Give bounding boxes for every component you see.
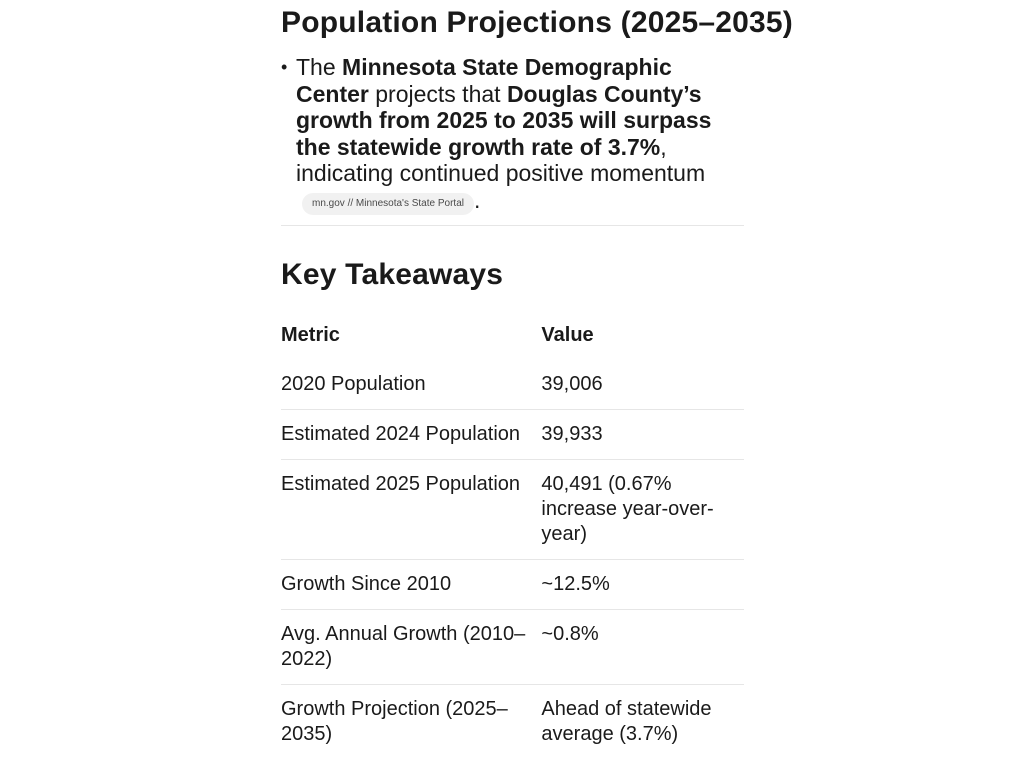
bullet-bold-1: Minnesota State Demographic Center xyxy=(296,54,672,107)
table-row xyxy=(281,360,744,410)
bullet-text-1: The xyxy=(296,54,343,80)
takeaways-table xyxy=(281,311,744,759)
metric-cell: Growth Since 2010 xyxy=(281,573,452,595)
metric-cell: Avg. Annual Growth (2010–2022) xyxy=(281,623,526,670)
table-header-row xyxy=(281,311,744,360)
table-row xyxy=(281,460,744,560)
value-cell: 40,491 (0.67% increase year-over-year) xyxy=(541,473,714,545)
projections-heading: Population Projections (2025–2035) xyxy=(281,6,793,39)
projections-bullet-list xyxy=(281,54,721,215)
value-cell: ~0.8% xyxy=(541,623,599,645)
metric-cell: Estimated 2024 Population xyxy=(281,423,521,445)
value-cell: 39,006 xyxy=(541,373,603,395)
takeaways-heading: Key Takeaways xyxy=(281,258,504,291)
table-row xyxy=(281,685,744,760)
section-divider xyxy=(281,225,744,226)
bullet-text-3: , indicating continued positive momentum xyxy=(296,133,706,186)
column-header-metric: Metric xyxy=(281,324,340,346)
bullet-icon: • xyxy=(281,57,288,77)
source-citation-chip[interactable]: mn.gov // Minnesota's State Portal xyxy=(302,193,474,215)
metric-cell: 2020 Population xyxy=(281,373,426,395)
value-cell: Ahead of statewide average (3.7%) xyxy=(541,698,712,745)
column-header-value: Value xyxy=(541,324,594,346)
table-row xyxy=(281,410,744,460)
value-cell: 39,933 xyxy=(541,423,603,445)
bullet-text-2: projects that xyxy=(368,80,507,107)
value-cell: ~12.5% xyxy=(541,573,610,595)
bullet-bold-2: Douglas County’s growth from 2025 to 2035 will surpass the statewide growth rate of 3.7% xyxy=(296,80,712,160)
projections-bullet-item xyxy=(281,54,721,215)
metric-cell: Growth Projection (2025–2035) xyxy=(281,698,508,745)
table-row xyxy=(281,560,744,610)
metric-cell: Estimated 2025 Population xyxy=(281,473,521,495)
bullet-text-4: . xyxy=(473,186,481,213)
table-row xyxy=(281,610,744,685)
